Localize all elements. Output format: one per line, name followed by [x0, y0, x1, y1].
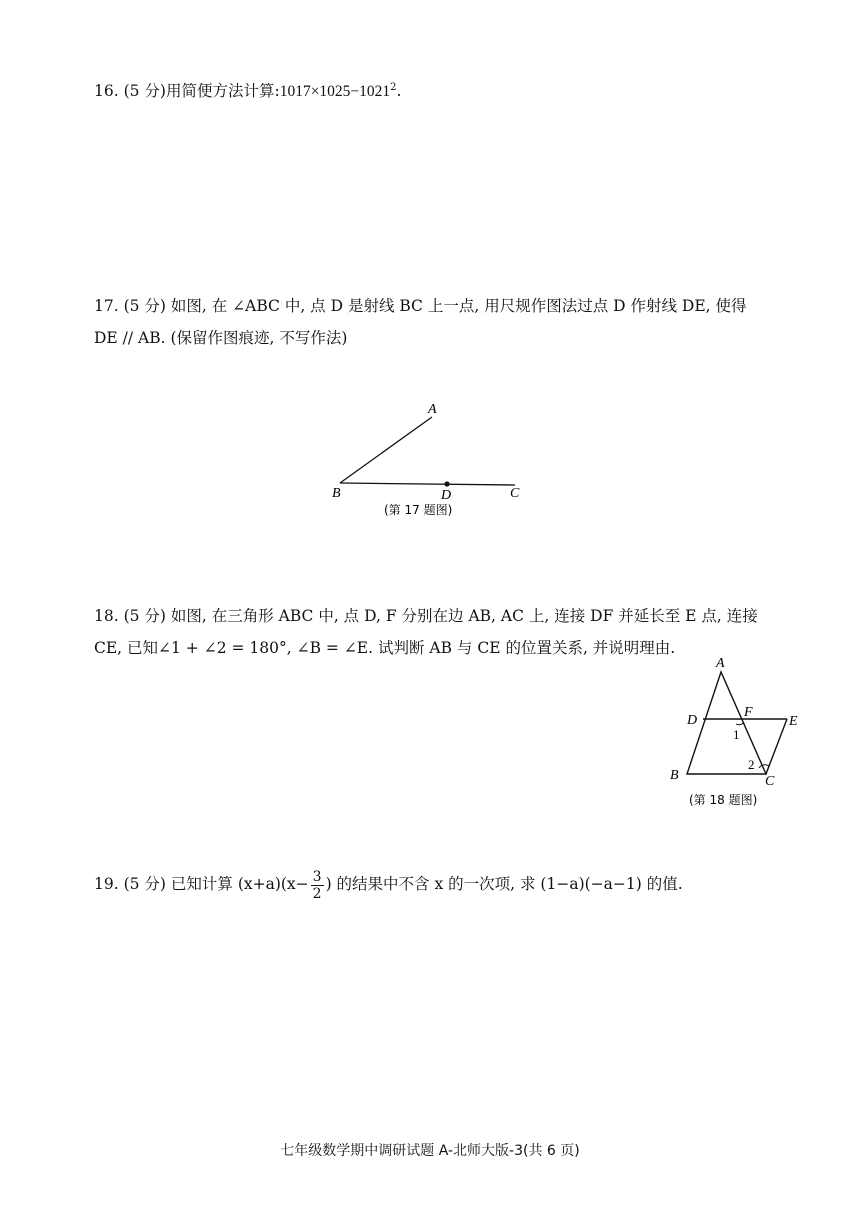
q19-text-before: 19. (5 分) 已知计算 (x+a)(x− — [94, 875, 309, 893]
question-19 — [94, 868, 814, 902]
q19-fraction — [311, 869, 324, 902]
q19-fraction-numerator: 3 — [312, 868, 322, 885]
q17-point-D — [444, 481, 449, 486]
q17-figure — [320, 395, 540, 525]
q18-label-2: 2 — [748, 757, 755, 772]
q18-caption: (第 18 题图) — [689, 793, 758, 807]
q18-text-line1: 18. (5 分) 如图, 在三角形 ABC 中, 点 D, F 分别在边 AB, AC 上, 连接 DF 并延长至 E 点, 连接 — [94, 607, 758, 625]
q18-label-B: B — [670, 768, 679, 783]
q17-label-B: B — [332, 486, 341, 501]
q18-label-E: E — [789, 714, 798, 729]
q18-label-F: F — [744, 705, 753, 720]
q17-label-C: C — [510, 486, 520, 501]
q17-segment-BA — [340, 417, 432, 483]
q16-end: . — [396, 82, 402, 101]
q17-text-line1: 17. (5 分) 如图, 在 ∠ABC 中, 点 D 是射线 BC 上一点, 用尺规作图法过点 D 作射线 DE, 使得 — [94, 297, 747, 315]
page-footer: 七年级数学期中调研试题 A-北师大版-3(共 6 页) — [280, 1143, 580, 1159]
q18-label-A: A — [716, 656, 725, 671]
q17-caption: (第 17 题图) — [384, 503, 453, 517]
q18-figure — [665, 652, 815, 812]
q18-label-1: 1 — [733, 727, 740, 742]
q17-ray-BC — [340, 483, 515, 485]
q18-angle-2-arc — [759, 765, 769, 768]
q18-label-D: D — [687, 713, 698, 728]
q17-label-A: A — [428, 402, 437, 417]
q18-text-line2: CE, 已知∠1 + ∠2 = 180°, ∠B = ∠E. 试判断 AB 与 CE 的位置关系, 并说明理由. — [94, 639, 676, 657]
question-16 — [94, 72, 814, 108]
q16-expression: 1017×1025−1021 — [279, 83, 391, 101]
q18-label-C: C — [765, 774, 775, 789]
q17-text-line2: DE // AB. (保留作图痕迹, 不写作法) — [94, 329, 348, 347]
q16-prefix: 16. (5 分)用简便方法计算: — [94, 82, 280, 101]
q19-fraction-denominator: 2 — [312, 885, 322, 902]
q19-text-after: ) 的结果中不含 x 的一次项, 求 (1−a)(−a−1) 的值. — [325, 875, 683, 893]
q17-label-D: D — [441, 488, 452, 503]
question-17 — [94, 290, 814, 354]
q16-exponent: 2 — [390, 82, 397, 93]
